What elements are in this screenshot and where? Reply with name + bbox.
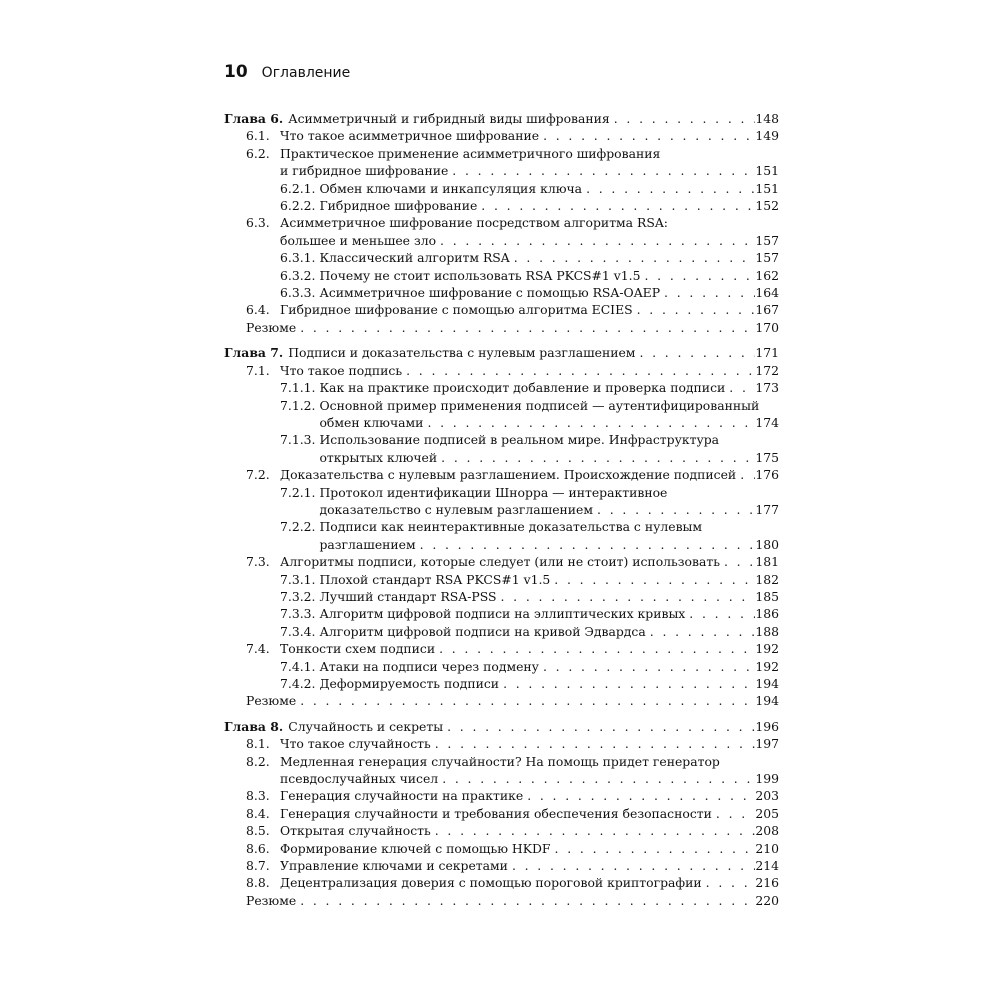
section-entry-number: 6.3. [246,215,270,231]
section-entry-title: Что такое подпись [280,362,403,378]
section-entry-title: Генерация случайности и требования обеспечения безопасности [280,805,712,821]
section-entry [224,822,779,839]
dot-leader [539,127,755,144]
chapter-block [224,718,779,909]
dot-leader [437,449,755,466]
dot-leader [296,319,755,336]
subsection-entry-title: Деформируемость подписи [319,676,500,691]
subsection-entry-title: Подписи как неинтерактивные доказательства с нулевым [319,519,703,535]
subsection-entry [224,431,779,466]
subsection-entry-title: Протокол идентификации Шнорра — интерактивное [319,484,668,500]
subsection-entry-title: Классический алгоритм RSA [319,250,510,266]
section-entry-title-cont: большее и меньшее зло [280,232,437,248]
subsection-entry-page: 151 [755,180,779,196]
running-header [224,62,350,82]
section-entry-title-cont: псевдослучайных чисел [280,771,439,787]
section-entry [224,874,779,891]
subsection-entry-number: 7.1.3. [280,432,316,448]
section-entry-page: 210 [755,840,779,856]
subsection-entry-number: 6.3.3. [280,285,316,301]
section-entry-title: Управление ключами и секретами [280,858,508,874]
section-entry-number: 8.2. [246,753,270,769]
subsection-entry-page: 152 [755,198,779,214]
section-entry-number: 8.3. [246,788,270,804]
dot-leader [438,770,755,787]
subsection-entry-number: 7.4.2. [280,676,316,691]
dot-leader [635,344,755,361]
chapter-block [224,110,779,336]
dot-leader [523,787,755,804]
subsection-entry-title: Как на практике происходит добавление и проверка подписи [319,380,726,396]
dot-leader [720,553,755,570]
section-entry-number: 7.2. [246,467,270,483]
section-entry [224,857,779,874]
section-entry-title: Формирование ключей с помощью HKDF [280,840,551,856]
summary-entry-title: Резюме [246,693,297,709]
subsection-entry-page: 182 [755,571,779,587]
chapter-heading [224,718,779,735]
dot-leader [510,249,756,266]
subsection-entry-number: 7.2.1. [280,484,316,500]
section-entry-title: Генерация случайности на практике [280,788,524,804]
subsection-entry-number: 7.2.2. [280,519,316,535]
section-entry [224,805,779,822]
subsection-entry-page: 188 [755,623,779,639]
dot-leader [685,605,755,622]
subsection-entry [224,484,779,519]
subsection-entry-title-cont: разглашением [319,536,416,552]
subsection-entry-title-cont: открытых ключей [319,449,438,465]
subsection-entry-page: 177 [755,501,779,517]
dot-leader [443,718,755,735]
subsection-entry-title-cont: доказательство с нулевым разглашением [319,501,594,517]
subsection-entry-page: 180 [755,536,779,552]
dot-leader [539,658,755,675]
section-entry-number: 6.1. [246,128,270,144]
section-entry-title: Гибридное шифрование с помощью алгоритма ECIES [280,302,633,318]
subsection-entry-title: Алгоритм цифровой подписи на эллиптических кривых [319,606,686,622]
section-entry-page: 149 [755,128,779,144]
running-title: Оглавление [261,65,351,81]
section-entry-number: 6.4. [246,302,270,318]
chapter-heading-page: 171 [755,345,779,361]
dot-leader [660,284,755,301]
subsection-entry [224,675,779,692]
subsection-entry-page: 186 [755,606,779,622]
dot-leader [736,466,755,483]
subsection-entry-page: 173 [755,380,779,396]
subsection-entry-title: Обмен ключами и инкапсуляция ключа [319,180,583,196]
subsection-entry-title: Использование подписей в реальном мире. Инфраструктура [319,432,720,448]
subsection-entry [224,518,779,553]
summary-entry [224,692,779,709]
subsection-entry-number: 6.2.2. [280,198,316,214]
dot-leader [423,414,755,431]
chapter-block [224,344,779,710]
section-entry-page: 199 [755,771,779,787]
section-entry-page: 167 [755,302,779,318]
subsection-entry-page: 164 [755,285,779,301]
chapter-heading-number: Глава 8. [224,718,284,734]
subsection-entry-title: Асимметричное шифрование с помощью RSA-OAEP [319,285,661,301]
section-entry-page: 203 [755,788,779,804]
section-entry-number: 8.4. [246,805,270,821]
subsection-entry-page: 194 [755,676,779,691]
subsection-entry-number: 7.1.1. [280,380,316,396]
subsection-entry-page: 185 [755,588,779,604]
subsection-entry-number: 6.3.1. [280,250,316,266]
section-entry-number: 8.8. [246,875,270,891]
subsection-entry-number: 7.3.2. [280,588,316,604]
section-entry-title: Что такое асимметричное шифрование [280,128,540,144]
subsection-entry-page: 192 [755,658,779,674]
dot-leader [646,623,756,640]
subsection-entry [224,197,779,214]
section-entry-number: 8.1. [246,736,270,752]
section-entry-page: 176 [755,467,779,483]
section-entry-title: Что такое случайность [280,736,431,752]
subsection-entry-number: 6.3.2. [280,267,316,283]
section-entry [224,362,779,379]
subsection-entry [224,658,779,675]
dot-leader [640,267,755,284]
subsection-entry [224,588,779,605]
dot-leader [296,692,755,709]
section-entry-title: Децентрализация доверия с помощью пороговой криптографии [280,875,702,891]
chapter-heading-page: 196 [755,718,779,734]
section-entry-title: Практическое применение асимметричного шифрования [280,145,661,161]
chapter-heading-title: Случайность и секреты [288,718,444,734]
summary-entry-page: 170 [755,319,779,335]
subsection-entry-number: 7.3.1. [280,571,316,587]
dot-leader [497,588,756,605]
section-entry [224,553,779,570]
dot-leader [416,536,756,553]
summary-entry [224,892,779,909]
section-entry-page: 214 [755,858,779,874]
section-entry [224,466,779,483]
chapter-heading-page: 148 [755,111,779,126]
section-entry [224,735,779,752]
chapter-heading-number: Глава 7. [224,345,284,361]
section-entry [224,214,779,249]
subsection-entry-page: 162 [755,267,779,283]
section-entry [224,840,779,857]
subsection-entry [224,397,779,432]
section-entry-page: 151 [755,163,779,179]
section-entry-title: Алгоритмы подписи, которые следует (или не стоит) использовать [280,554,720,570]
subsection-entry-title: Атаки на подписи через подмену [319,658,539,674]
dot-leader [499,675,755,692]
chapter-heading-title: Асимметричный и гибридный виды шифрования [288,111,610,126]
section-entry [224,787,779,804]
section-entry-page: 172 [755,362,779,378]
chapter-heading-number: Глава 6. [224,111,284,126]
dot-leader [448,162,755,179]
section-entry-number: 7.4. [246,641,270,657]
subsection-entry-number: 7.3.3. [280,606,316,622]
section-entry-number: 8.6. [246,840,270,856]
subsection-entry-title: Основной пример применения подписей — аутентифицированный [319,397,760,413]
section-entry-page: 181 [755,554,779,570]
subsection-entry-title: Гибридное шифрование [319,198,478,214]
dot-leader [582,180,755,197]
dot-leader [712,805,755,822]
section-entry-page: 216 [755,875,779,891]
section-entry [224,127,779,144]
section-entry [224,145,779,180]
dot-leader [435,640,755,657]
subsection-entry [224,623,779,640]
dot-leader [402,362,755,379]
dot-leader [296,892,755,909]
section-entry [224,753,779,788]
subsection-entry [224,180,779,197]
summary-entry-title: Резюме [246,892,297,908]
section-entry-number: 6.2. [246,145,270,161]
subsection-entry-page: 175 [755,449,779,465]
chapter-heading-title: Подписи и доказательства с нулевым разглашением [288,345,636,361]
chapter-heading [224,110,779,127]
dot-leader [551,840,756,857]
summary-entry-page: 220 [755,892,779,908]
subsection-entry [224,379,779,396]
dot-leader [550,571,755,588]
dot-leader [633,301,756,318]
section-entry-title-cont: и гибридное шифрование [280,163,449,179]
subsection-entry-page: 157 [755,250,779,266]
subsection-entry-number: 7.3.4. [280,623,316,639]
dot-leader [436,232,755,249]
section-entry-number: 7.3. [246,554,270,570]
summary-entry-title: Резюме [246,319,297,335]
section-entry-title: Медленная генерация случайности? На помощь придет генератор [280,753,720,769]
section-entry-title: Тонкости схем подписи [280,641,436,657]
subsection-entry-number: 7.4.1. [280,658,316,674]
subsection-entry-title: Плохой стандарт RSA PKCS#1 v1.5 [319,571,551,587]
section-entry-number: 8.7. [246,858,270,874]
section-entry [224,301,779,318]
dot-leader [702,874,756,891]
section-entry-page: 205 [755,805,779,821]
section-entry-title: Доказательства с нулевым разглашением. Происхождение подписей [280,467,737,483]
section-entry-page: 157 [755,232,779,248]
subsection-entry-page: 174 [755,414,779,430]
dot-leader [725,379,755,396]
subsection-entry [224,249,779,266]
dot-leader [593,501,755,518]
section-entry-page: 197 [755,736,779,752]
section-entry-title: Открытая случайность [280,823,431,839]
section-entry-title: Асимметричное шифрование посредством алгоритма RSA: [280,215,668,231]
page-number: 10 [224,62,248,82]
subsection-entry-number: 6.2.1. [280,180,316,196]
subsection-entry-title: Почему не стоит использовать RSA PKCS#1 v1.5 [319,267,641,283]
subsection-entry-title: Алгоритм цифровой подписи на кривой Эдвардса [319,623,646,639]
subsection-entry [224,267,779,284]
chapter-heading [224,344,779,361]
dot-leader [610,110,756,127]
table-of-contents [224,110,779,909]
dot-leader [431,735,756,752]
subsection-entry [224,605,779,622]
section-entry-number: 7.1. [246,362,270,378]
subsection-entry-title-cont: обмен ключами [319,414,424,430]
subsection-entry [224,284,779,301]
subsection-entry-number: 7.1.2. [280,397,316,413]
section-entry-page: 208 [755,823,779,839]
subsection-entry [224,571,779,588]
section-entry [224,640,779,657]
summary-entry-page: 194 [755,693,779,709]
section-entry-number: 8.5. [246,823,270,839]
dot-leader [431,822,756,839]
dot-leader [508,857,755,874]
section-entry-page: 192 [755,641,779,657]
dot-leader [477,197,755,214]
subsection-entry-title: Лучший стандарт RSA-PSS [319,588,497,604]
summary-entry [224,319,779,336]
